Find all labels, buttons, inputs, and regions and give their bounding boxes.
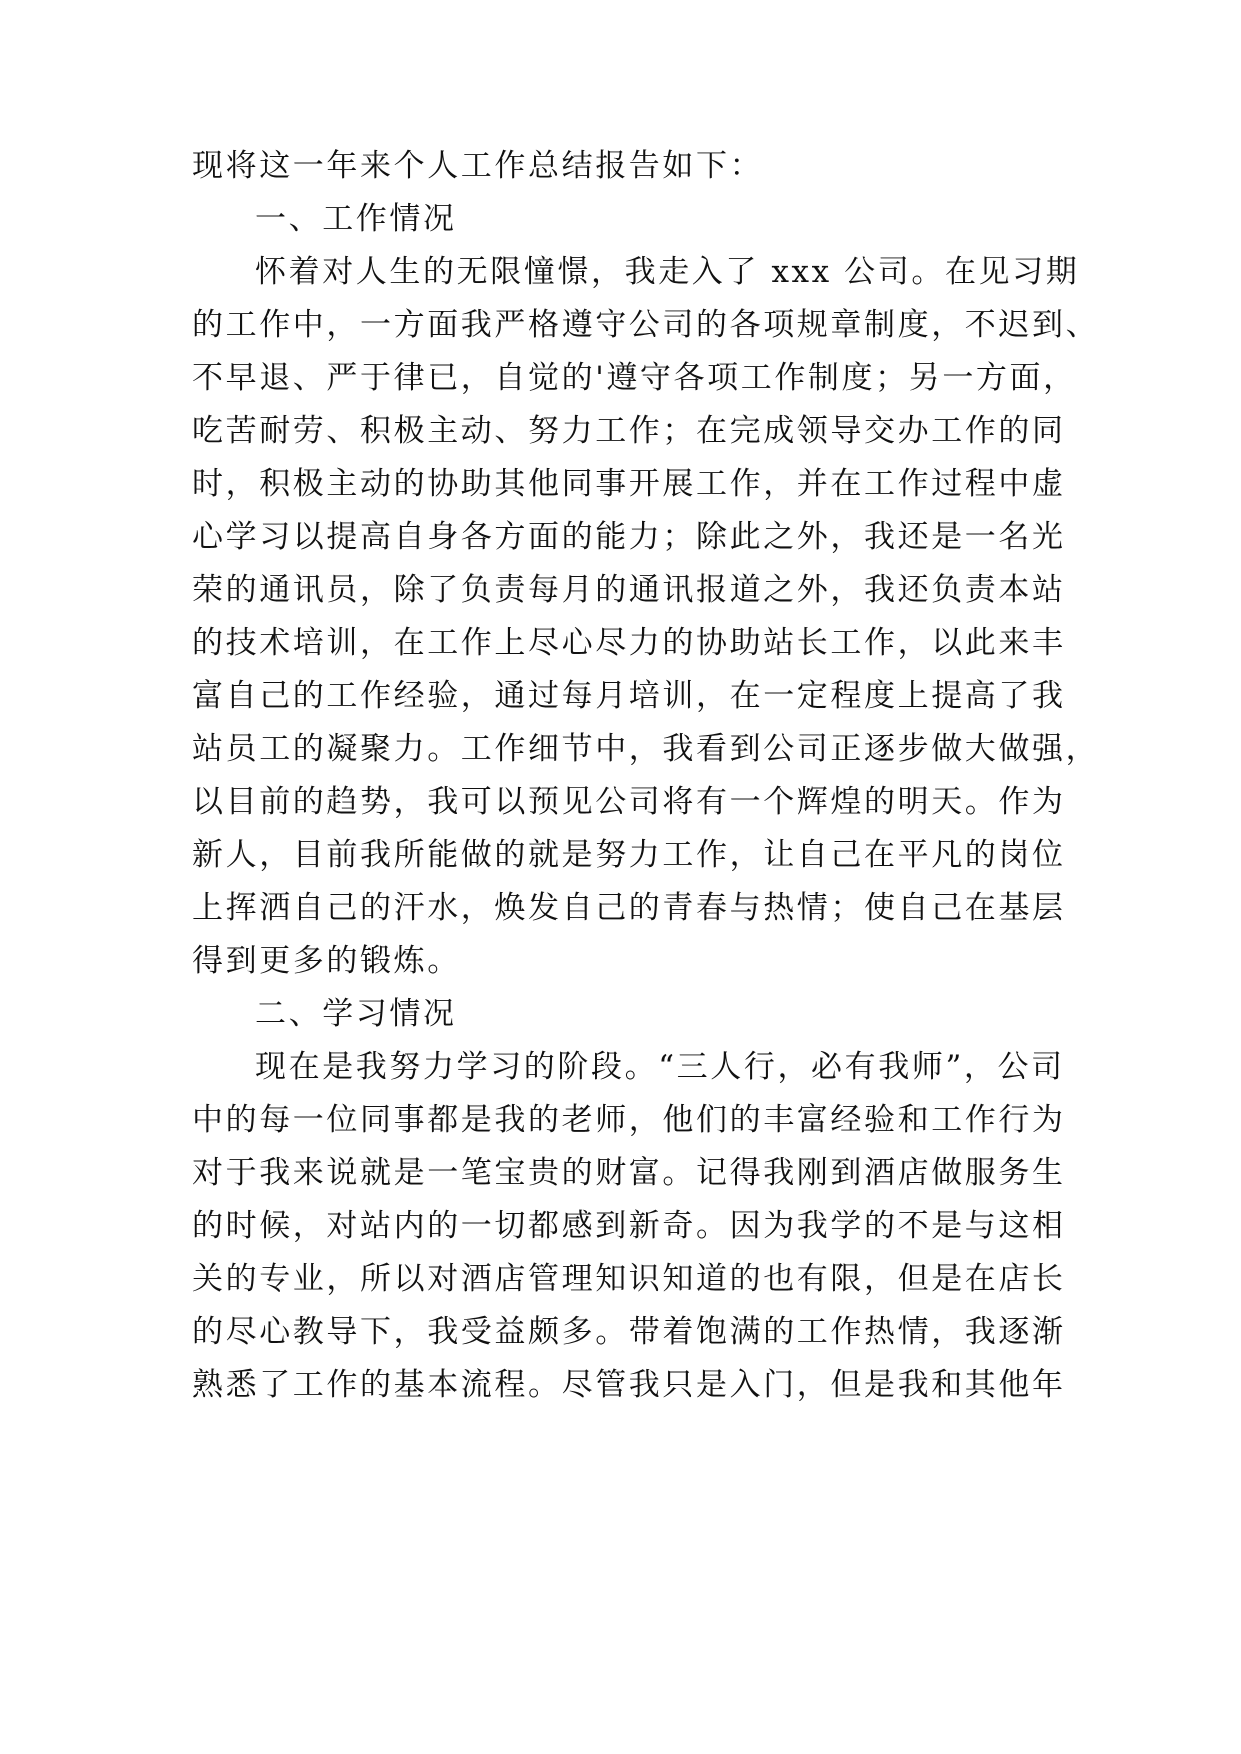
text-line-13: 以目前的趋势，我可以预见公司将有一个辉煌的明天。作为 bbox=[192, 784, 1066, 820]
text-line-10: 的技术培训，在工作上尽心尽力的协助站长工作，以此来丰 bbox=[192, 625, 1066, 661]
text-line-8: 心学习以提高自身各方面的能力；除此之外，我还是一名光 bbox=[192, 519, 1066, 555]
text-line-19: 中的每一位同事都是我的老师，他们的丰富经验和工作行为 bbox=[192, 1102, 1066, 1138]
text-line-14: 新人，目前我所能做的就是努力工作，让自己在平凡的岗位 bbox=[192, 837, 1066, 873]
text-line-24: 熟悉了工作的基本流程。尽管我只是入门，但是我和其他年 bbox=[192, 1367, 1066, 1403]
text-line-20: 对于我来说就是一笔宝贵的财富。记得我刚到酒店做服务生 bbox=[192, 1155, 1066, 1191]
text-line-23: 的尽心教导下，我受益颇多。带着饱满的工作热情，我逐渐 bbox=[192, 1314, 1066, 1350]
text-line-7: 时，积极主动的协助其他同事开展工作，并在工作过程中虚 bbox=[192, 466, 1066, 502]
text-line-1: 现将这一年来个人工作总结报告如下： bbox=[192, 148, 764, 184]
text-line-16: 得到更多的锻炼。 bbox=[192, 943, 461, 979]
text-line-9: 荣的通讯员，除了负责每月的通讯报道之外，我还负责本站 bbox=[192, 572, 1066, 608]
text-line-15: 上挥洒自己的汗水，焕发自己的青春与热情；使自己在基层 bbox=[192, 890, 1066, 926]
text-line-3: 怀着对人生的无限憧憬，我走入了 xxx 公司。在见习期 bbox=[255, 254, 1080, 290]
text-line-22: 关的专业，所以对酒店管理知识知道的也有限，但是在店长 bbox=[192, 1261, 1066, 1297]
text-line-18: 现在是我努力学习的阶段。“三人行，必有我师”，公司 bbox=[255, 1049, 1065, 1085]
text-line-5: 不早退、严于律已，自觉的'遵守各项工作制度；另一方面， bbox=[192, 360, 1077, 396]
text-line-11: 富自己的工作经验，通过每月培训，在一定程度上提高了我 bbox=[192, 678, 1066, 714]
section-heading-work: 一、工作情况 bbox=[255, 201, 457, 237]
text-line-12: 站员工的凝聚力。工作细节中，我看到公司正逐步做大做强， bbox=[192, 731, 1100, 767]
text-line-21: 的时候，对站内的一切都感到新奇。因为我学的不是与这相 bbox=[192, 1208, 1066, 1244]
section-heading-study: 二、学习情况 bbox=[255, 996, 457, 1032]
text-line-6: 吃苦耐劳、积极主动、努力工作；在完成领导交办工作的同 bbox=[192, 413, 1066, 449]
text-line-4: 的工作中，一方面我严格遵守公司的各项规章制度，不迟到、 bbox=[192, 307, 1100, 343]
